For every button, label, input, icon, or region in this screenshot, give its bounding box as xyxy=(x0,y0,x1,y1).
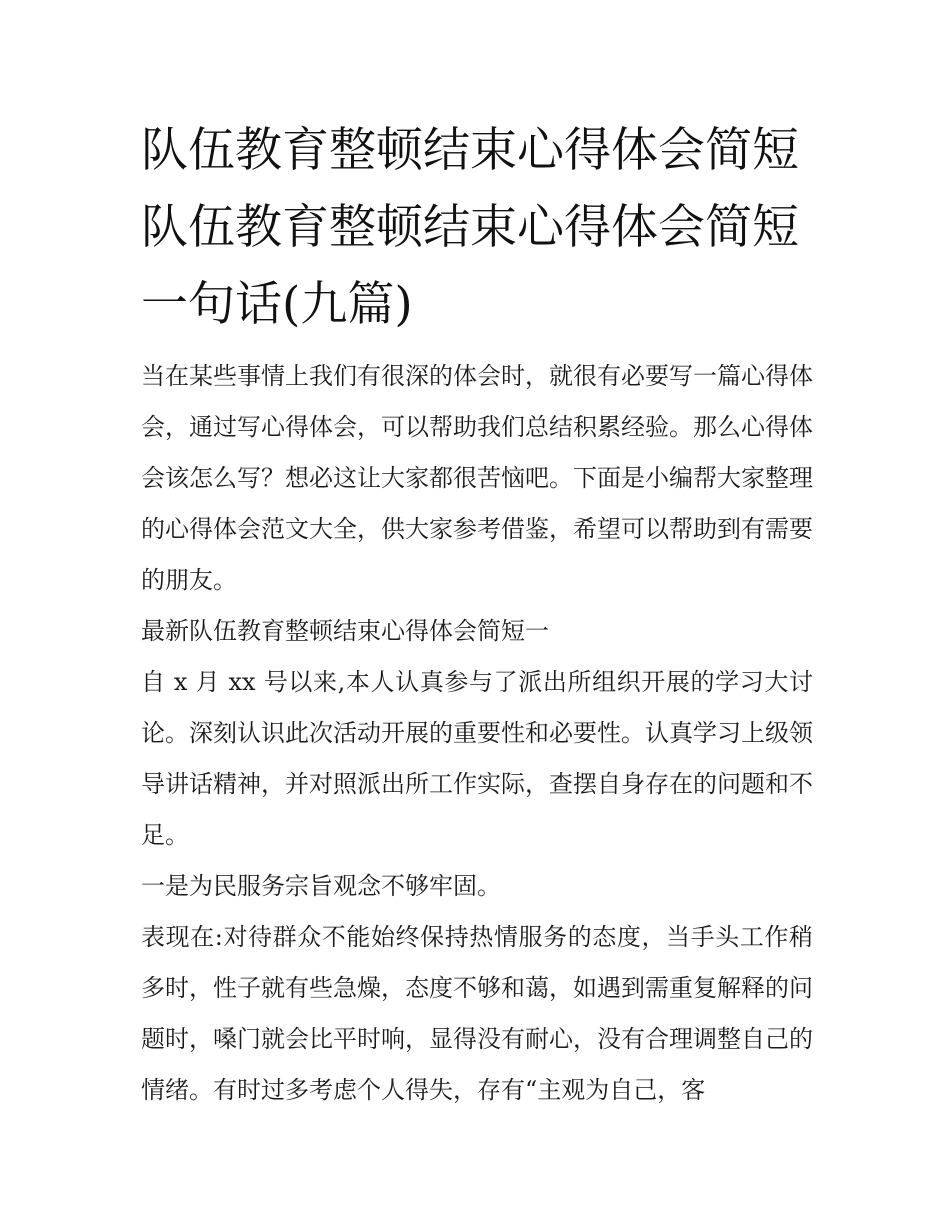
intro-paragraph: 当在某些事情上我们有很深的体会时，就很有必要写一篇心得体会，通过写心得体会，可以帮助我们总结积累经验。那么心得体会该怎么写？想必这让大家都很苦恼吧。下面是小编帮大家整理的心得体会范文大全，供大家参考借鉴，希望可以帮助到有需要的朋友。 xyxy=(141,362,813,594)
body-paragraph: 自 x 月 xx 号以来,本人认真参与了派出所组织开展的学习大讨论。深刻认识此次活动开展的重要性和必要性。认真学习上级领导讲话精神，并对照派出所工作实际，查摆自身存在的问题和不足。 xyxy=(141,668,813,849)
document-page xyxy=(141,112,813,1116)
document-body xyxy=(141,351,813,1116)
body-paragraph: 表现在:对待群众不能始终保持热情服务的态度，当手头工作稍多时，性子就有些急燥，态度不够和蔼，如遇到需重复解释的问题时，嗓门就会比平时响，显得没有耐心，没有合理调整自己的情绪。有时过多考虑个人得失，存有“主观为自己，客 xyxy=(141,923,813,1104)
section-heading: 最新队伍教育整顿结束心得体会简短一 xyxy=(141,617,549,645)
document-title: 队伍教育整顿结束心得体会简短 队伍教育整顿结束心得体会简短一句话(九篇) xyxy=(141,123,799,332)
point-heading: 一是为民服务宗旨观念不够牢固。 xyxy=(141,872,501,900)
